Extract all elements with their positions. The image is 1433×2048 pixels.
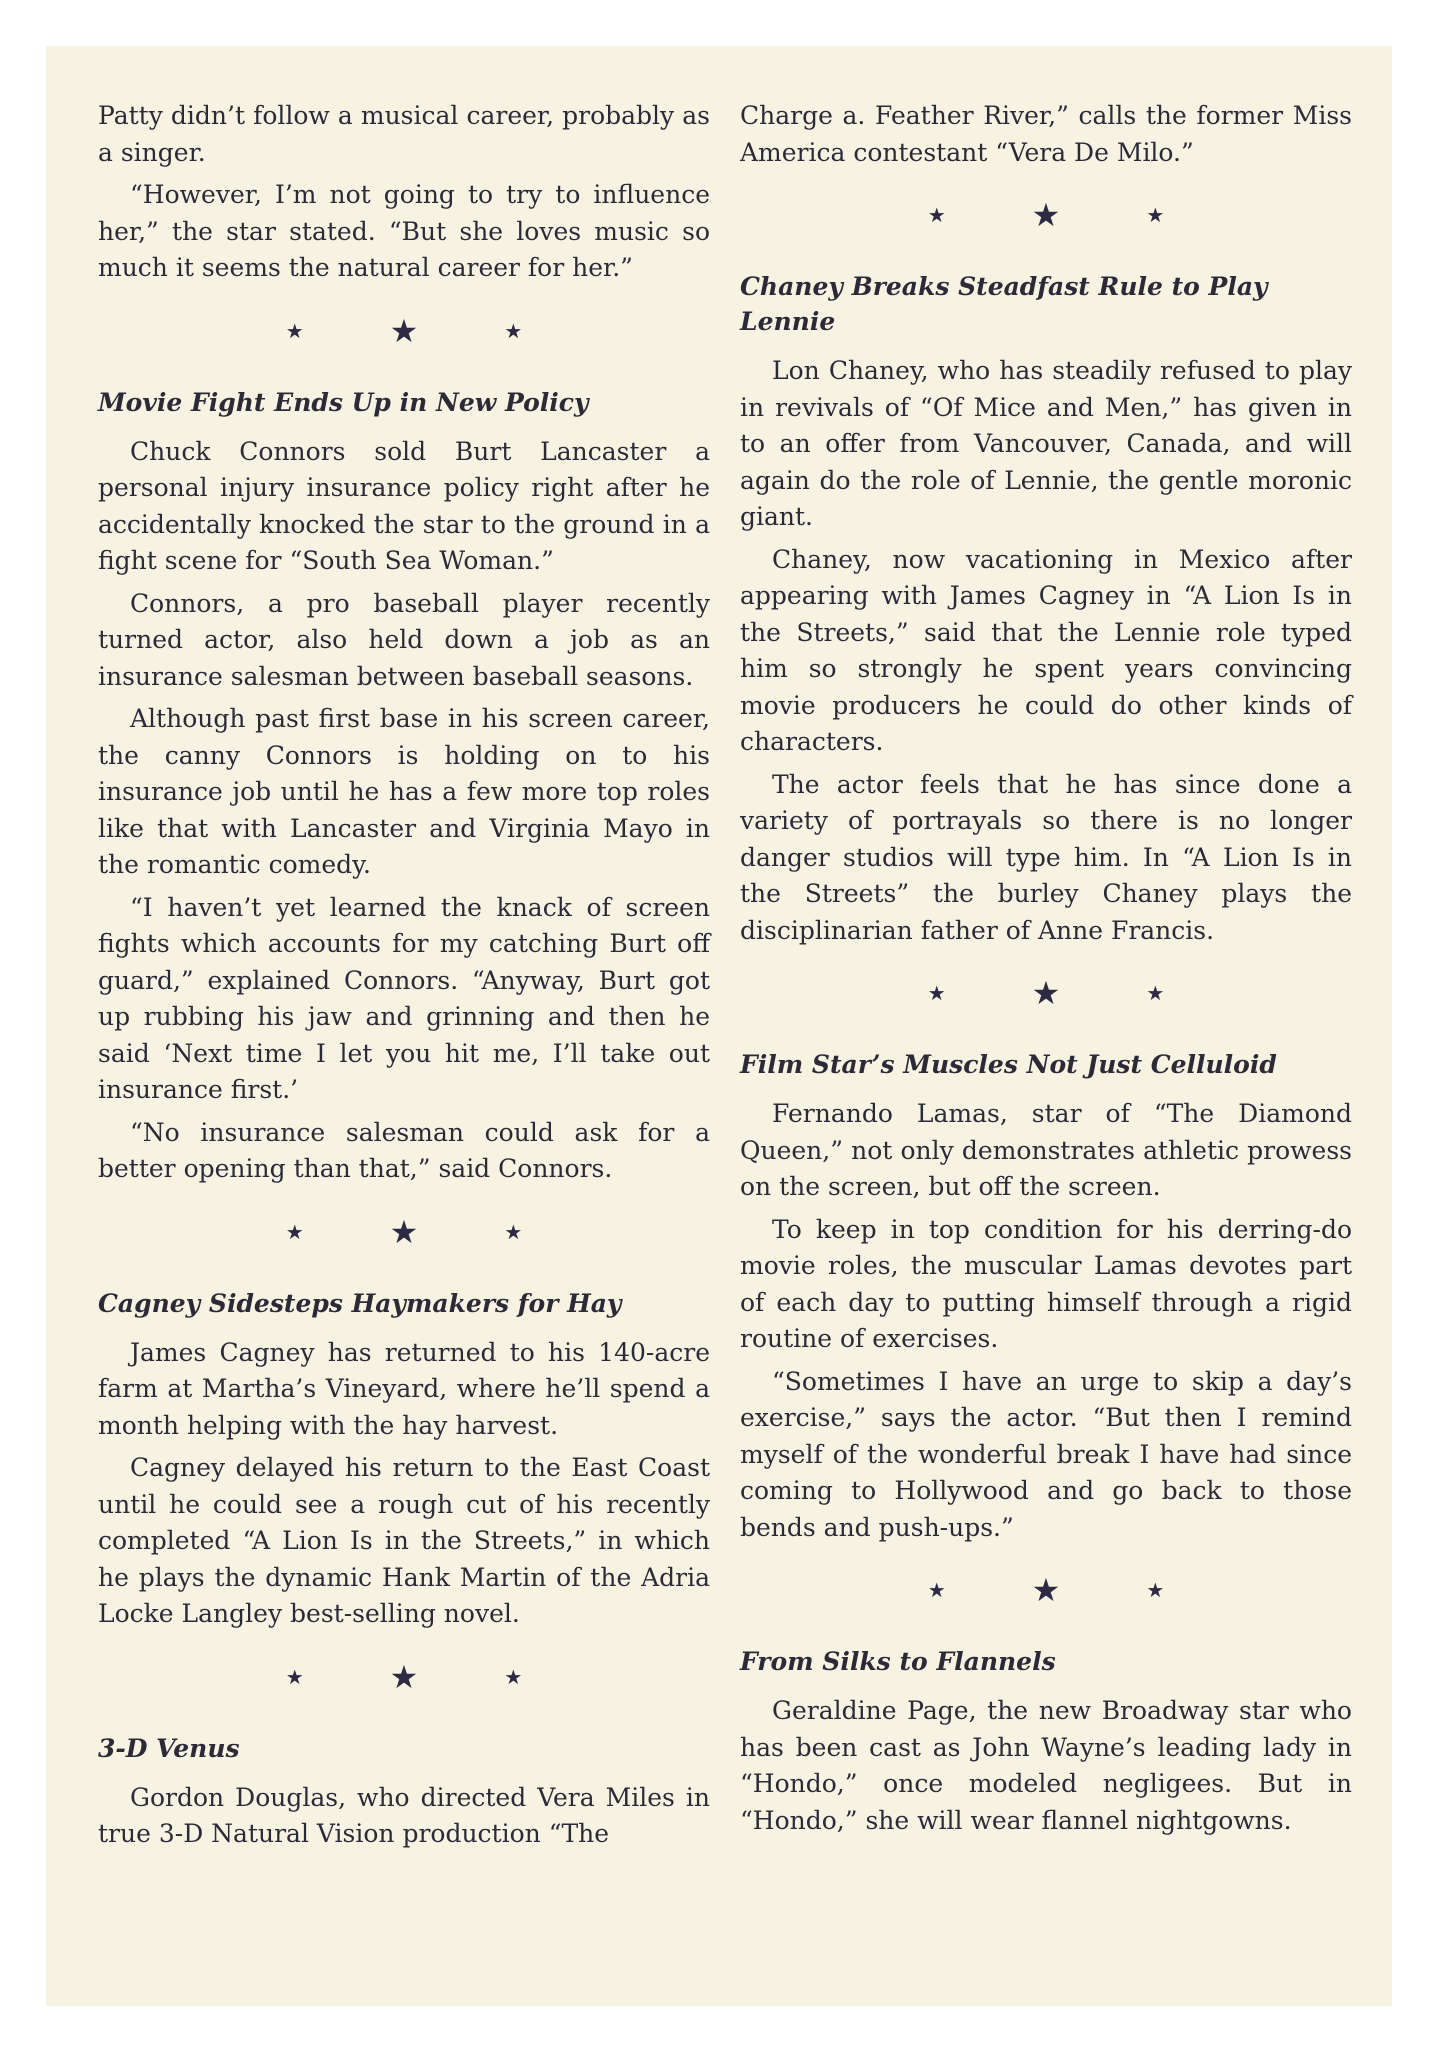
star-icon: ★: [1146, 1578, 1165, 1602]
star-icon: ★: [927, 1578, 946, 1602]
star-icon: ★: [389, 311, 419, 350]
star-divider: [740, 1558, 1352, 1622]
paragraph: “However, I’m not going to try to influence her,” the star stated. “But she loves music so much it seems the natural career for her.”: [98, 180, 710, 282]
paragraph: Cagney delayed his return to the East Coast until he could see a rough cut of his recently completed “A Lion Is in the Streets,” in which he plays the dynamic Hank Martin of the Adria Locke Langley best-selling novel.: [98, 1453, 710, 1628]
section-heading: Movie Fight Ends Up in New Policy: [98, 387, 589, 417]
paragraph: The actor feels that he has since done a variety of portrayals so there is no longer danger studios will type him. In “A Lion Is in the Streets” the burley Chaney plays the disciplinarian father of Anne Francis.: [740, 769, 1352, 945]
paragraph: Although past first base in his screen career, the canny Connors is holding on to his insurance job until he has a few more top roles like that with Lancaster and Virginia Mayo in the romantic comedy.: [98, 704, 710, 879]
paragraph: Gordon Douglas, who directed Vera Miles in true 3-D Natural Vision production “The: [98, 1782, 710, 1848]
star-icon: ★: [1031, 974, 1061, 1012]
section-heading: Chaney Breaks Steadfast Rule to Play Lennie: [740, 272, 1268, 336]
star-icon: ★: [1146, 981, 1165, 1005]
star-icon: ★: [1031, 1571, 1061, 1609]
paragraph: “I haven’t yet learned the knack of screen fights which accounts for my catching Burt off guard,” explained Connors. “Anyway, Burt got up rubbing his jaw and grinning and then he said ‘Next time I let you hit me, I’ll take out insurance first.’: [98, 892, 710, 1104]
star-icon: ★: [389, 1657, 419, 1696]
paragraph: Geraldine Page, the new Broadway star who has been cast as John Wayne’s leading lady in “Hondo,” once modeled negligees. But in “Hondo,” she will wear flannel nightgowns.: [740, 1696, 1352, 1835]
section-heading: Cagney Sidesteps Haymakers for Hay: [98, 1288, 622, 1318]
paragraph: To keep in top condition for his derring-do movie roles, the muscular Lamas devotes part of each day to putting himself through a rigid routine of exercises.: [740, 1214, 1352, 1353]
paragraph: “No insurance salesman could ask for a better opening than that,” said Connors.: [98, 1117, 710, 1183]
paragraph: Charge a. Feather River,” calls the former Miss America contestant “Vera De Milo.”: [740, 101, 1352, 167]
magazine-page: [46, 46, 1392, 2006]
star-divider: [98, 1200, 710, 1264]
star-icon: ★: [504, 318, 523, 343]
paragraph: Chaney, now vacationing in Mexico after appearing with James Cagney in “A Lion Is in the Streets,” said that the Lennie role typed him so strongly he spent years convincing movie producers he could do other kinds of characters.: [740, 544, 1352, 756]
paragraph: Chuck Connors sold Burt Lancaster a personal injury insurance policy right after he accidentally knocked the star to the ground in a fight scene for “South Sea Woman.”: [98, 436, 710, 575]
section-heading: From Silks to Flannels: [740, 1647, 1056, 1676]
paragraph: James Cagney has returned to his 140-acre farm at Martha’s Vineyard, where he’ll spend a month helping with the hay harvest.: [98, 1337, 710, 1440]
paragraph: Patty didn’t follow a musical career, probably as a singer.: [98, 101, 710, 167]
star-icon: ★: [389, 1212, 419, 1251]
star-divider: [98, 299, 710, 363]
right-column: [740, 98, 1352, 1845]
star-icon: ★: [285, 1219, 304, 1244]
section-heading: 3-D Venus: [98, 1733, 240, 1763]
paragraph: Lon Chaney, who has steadily refused to play in revivals of “Of Mice and Men,” has given in to an offer from Vancouver, Canada, and will again do the role of Lennie, the gentle moronic giant.: [740, 356, 1352, 531]
star-icon: ★: [927, 981, 946, 1005]
star-divider: [98, 1645, 710, 1709]
star-icon: ★: [1146, 203, 1165, 227]
star-divider: [740, 183, 1352, 247]
star-icon: ★: [285, 1664, 304, 1689]
star-icon: ★: [927, 203, 946, 227]
star-icon: ★: [504, 1219, 523, 1244]
paragraph: Connors, a pro baseball player recently turned actor, also held down a job as an insurance salesman between baseball seasons.: [98, 588, 710, 691]
section-heading: Film Star’s Muscles Not Just Celluloid: [740, 1050, 1277, 1079]
star-icon: ★: [504, 1664, 523, 1689]
paragraph: Fernando Lamas, star of “The Diamond Queen,” not only demonstrates athletic prowess on the screen, but off the screen.: [740, 1099, 1352, 1201]
star-icon: ★: [1031, 196, 1061, 234]
left-column: [98, 98, 710, 1859]
star-divider: [740, 961, 1352, 1025]
paragraph: “Sometimes I have an urge to skip a day’s exercise,” says the actor. “But then I remind myself of the wonderful break I have had since coming to Hollywood and go back to those bends and push-ups.”: [740, 1366, 1352, 1542]
star-icon: ★: [285, 318, 304, 343]
